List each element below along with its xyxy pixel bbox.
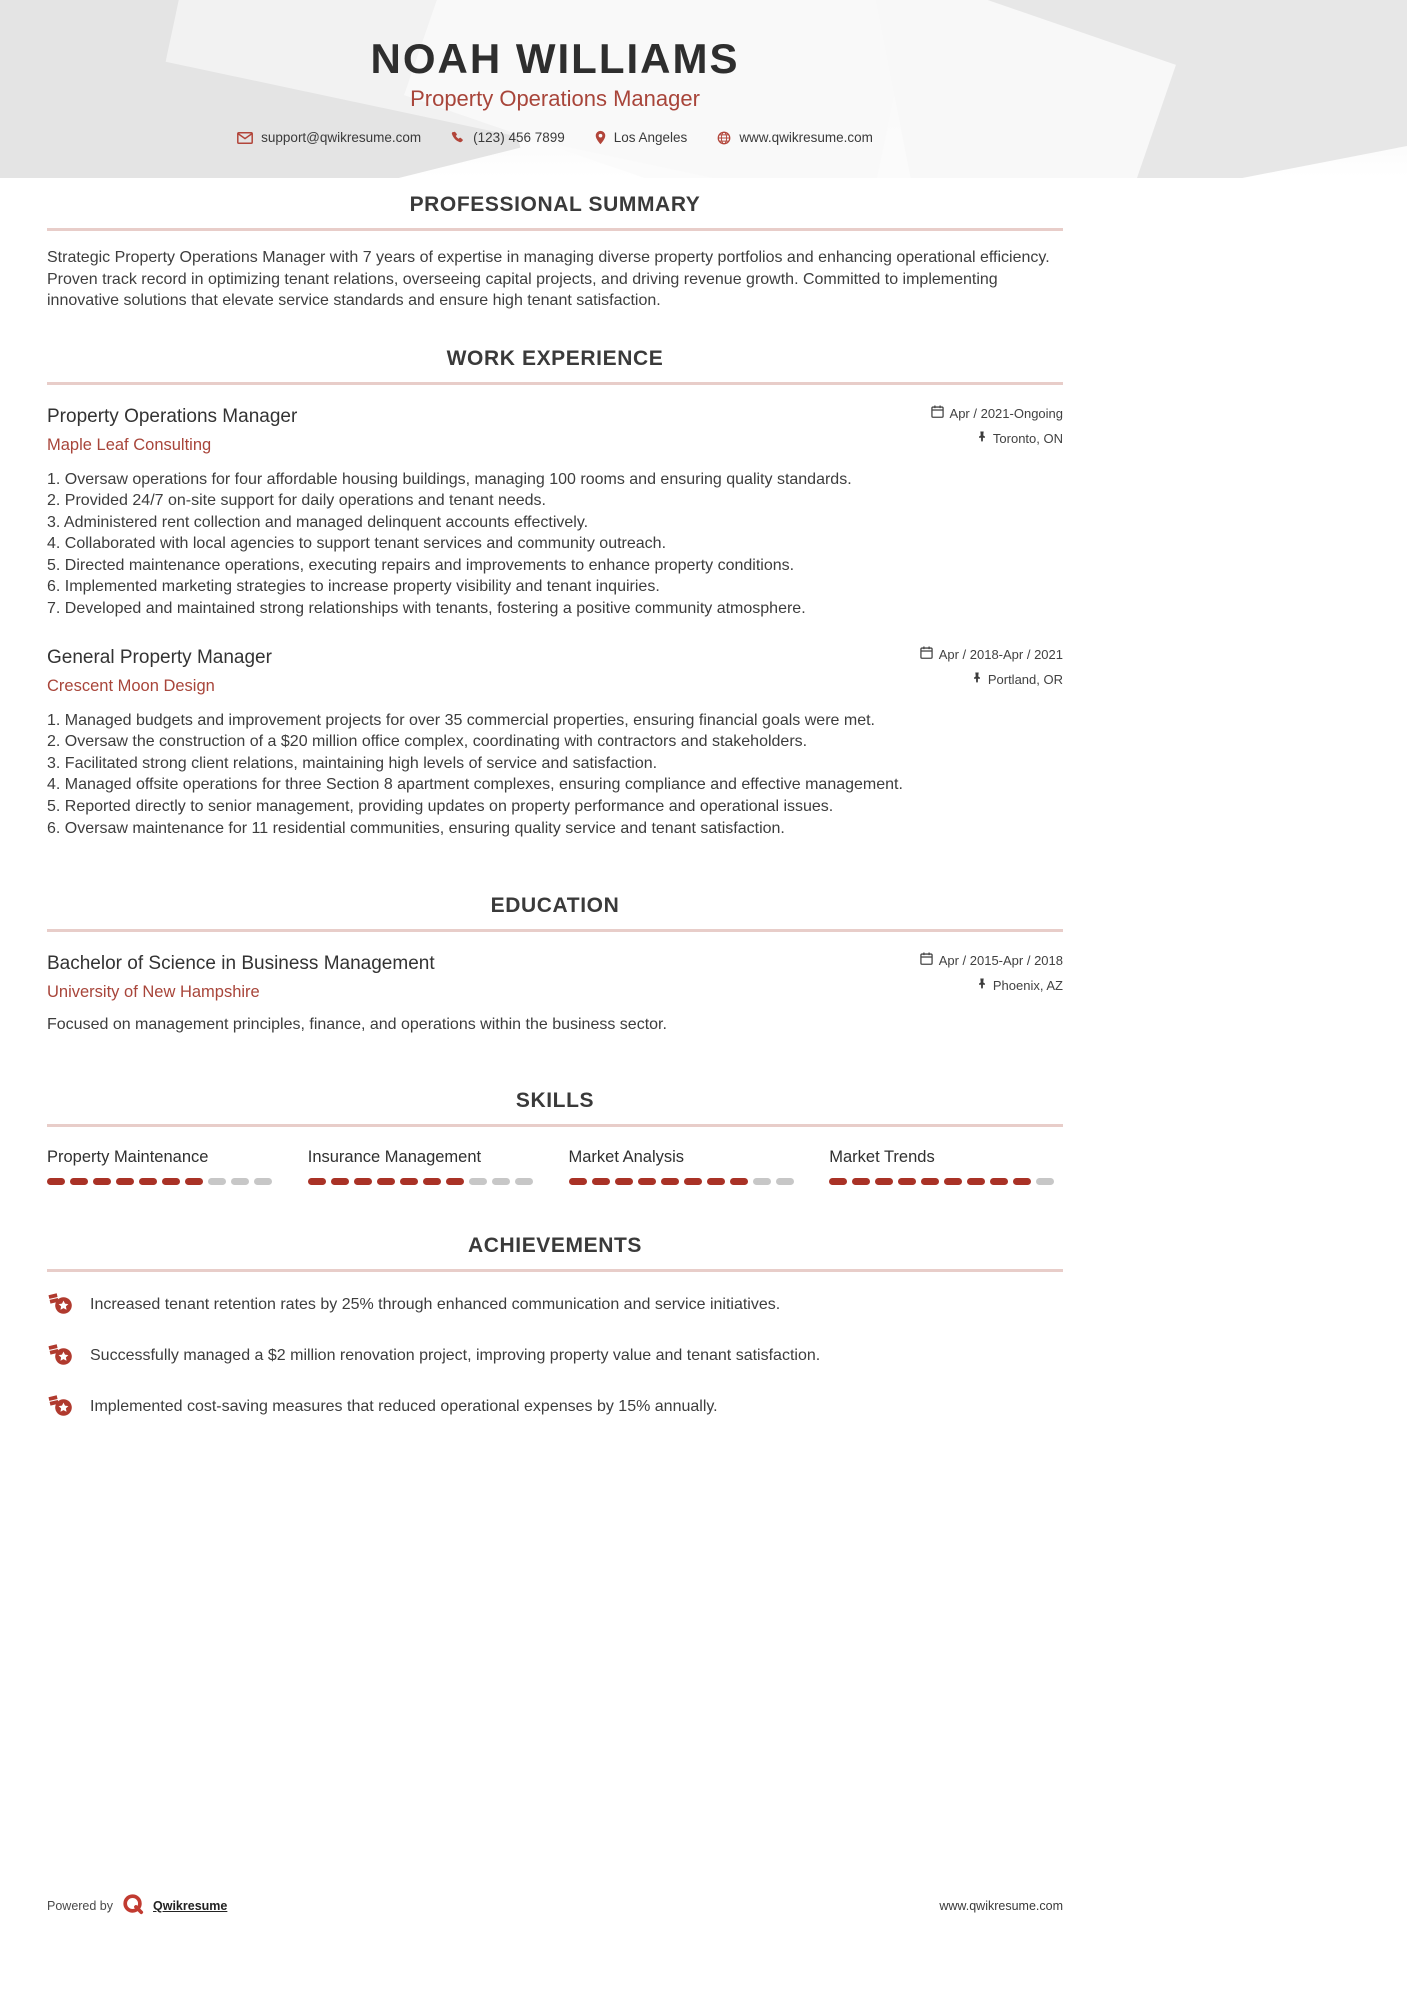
skill-level-dash <box>185 1178 203 1185</box>
skill-level-dash <box>753 1178 771 1185</box>
job-bullet: Collaborated with local agencies to support tenant services and community outreach. <box>64 535 667 553</box>
job-meta <box>931 405 1063 448</box>
education-header <box>47 952 1063 1002</box>
job-bullet-list <box>47 469 1063 620</box>
skill-level-dash <box>776 1178 794 1185</box>
job-bullet: Facilitated strong client relations, maintaining high levels of service and satisfaction. <box>64 754 658 772</box>
skill-level-dash <box>116 1178 134 1185</box>
education-meta <box>920 952 1063 995</box>
pin-icon <box>977 977 987 995</box>
award-icon <box>47 1343 73 1374</box>
skill-level-dash <box>492 1178 510 1185</box>
contact-phone-text: (123) 456 7899 <box>473 130 565 145</box>
award-icon <box>47 1394 73 1425</box>
skill-item <box>47 1147 281 1185</box>
email-icon <box>237 132 253 144</box>
job-title-block <box>47 646 272 696</box>
skills-grid <box>47 1147 1063 1185</box>
achievement-item <box>47 1394 1063 1425</box>
achievement-text: Increased tenant retention rates by 25% through enhanced communication and service initiatives. <box>90 1295 781 1313</box>
achievements-heading: ACHIEVEMENTS <box>467 1233 643 1257</box>
job-title-block <box>47 405 297 455</box>
education-location <box>920 977 1063 995</box>
resume-body <box>47 192 1063 1425</box>
degree-title: Bachelor of Science in Business Management <box>47 953 435 975</box>
skill-level-dash <box>990 1178 1008 1185</box>
skill-level-dash <box>875 1178 893 1185</box>
footer-website[interactable]: www.qwikresume.com <box>939 1898 1063 1913</box>
skill-level-dash <box>377 1178 395 1185</box>
skill-level-dash <box>898 1178 916 1185</box>
qwikresume-brand-link[interactable]: Qwikresume <box>153 1898 228 1913</box>
skill-name: Property Maintenance <box>47 1147 209 1166</box>
skill-level-dash <box>852 1178 870 1185</box>
skills-section <box>47 1088 1063 1185</box>
achievement-item <box>47 1292 1063 1323</box>
skill-level-dash <box>638 1178 656 1185</box>
summary-text: Strategic Property Operations Manager with 7 years of expertise in managing diverse property portfolios and enhancing operational efficiency. Proven track record in optimizing tenant relations, overseeing capital projects, and driving revenue growth. Committed to implementing innovative solutions that elevate service standards and ensure high tenant satisfaction. <box>47 249 1050 309</box>
contact-phone[interactable] <box>451 130 565 145</box>
globe-icon <box>717 131 731 145</box>
job-bullet: Administered rent collection and managed delinquent accounts effectively. <box>63 513 589 531</box>
skills-heading: SKILLS <box>515 1088 595 1112</box>
skill-name: Market Trends <box>829 1147 935 1166</box>
skill-level-dash <box>93 1178 111 1185</box>
skill-level-dash <box>231 1178 249 1185</box>
job-bullet: Provided 24/7 on-site support for daily operations and tenant needs. <box>64 492 546 510</box>
job-entry <box>47 646 1063 840</box>
education-dates-text: Apr / 2015-Apr / 2018 <box>938 953 1063 969</box>
qwikresume-logo-icon <box>122 1893 144 1918</box>
candidate-title: Property Operations Manager <box>410 86 700 111</box>
job-bullet: Oversaw the construction of a $20 million office complex, coordinating with contractors and stakeholders. <box>64 733 808 751</box>
pin-icon <box>972 671 982 689</box>
education-description: Focused on management principles, finance, and operations within the business sector. <box>47 1016 667 1034</box>
achievement-text: Successfully managed a $2 million renovation project, improving property value and tenant satisfaction. <box>90 1346 821 1364</box>
experience-section <box>47 346 1063 840</box>
section-divider <box>47 1269 1063 1272</box>
contact-website-text: www.qwikresume.com <box>739 130 873 145</box>
calendar-icon <box>931 405 944 423</box>
experience-heading: WORK EXPERIENCE <box>446 346 664 370</box>
job-company: Maple Leaf Consulting <box>47 435 212 454</box>
skill-level-dash <box>308 1178 326 1185</box>
achievement-item <box>47 1343 1063 1374</box>
job-bullet: Managed offsite operations for three Section 8 apartment complexes, ensuring compliance and effective management. <box>64 776 903 794</box>
job-location <box>931 430 1063 448</box>
job-bullet: Oversaw operations for four affordable housing buildings, managing 100 rooms and ensuring quality standards. <box>64 470 852 488</box>
skill-level-dash <box>730 1178 748 1185</box>
calendar-icon <box>920 646 933 664</box>
job-bullet: Oversaw maintenance for 11 residential communities, ensuring quality service and tenant satisfaction. <box>64 819 785 837</box>
skill-level-dash <box>354 1178 372 1185</box>
job-bullet: Reported directly to senior management, providing updates on property performance and operational issues. <box>64 798 834 816</box>
skill-level-dash <box>707 1178 725 1185</box>
skill-level-dash <box>661 1178 679 1185</box>
calendar-icon <box>920 952 933 970</box>
job-entry <box>47 405 1063 620</box>
job-location <box>920 671 1063 689</box>
section-divider <box>47 929 1063 932</box>
job-dates <box>920 646 1063 664</box>
job-title: General Property Manager <box>47 646 272 668</box>
skill-level-dash <box>139 1178 157 1185</box>
skill-level-dash <box>1013 1178 1031 1185</box>
contact-website[interactable] <box>717 130 873 145</box>
job-location-text: Portland, OR <box>987 671 1063 687</box>
skill-level-dash <box>70 1178 88 1185</box>
section-divider <box>47 228 1063 231</box>
education-section <box>47 893 1063 1036</box>
pin-icon <box>977 430 987 448</box>
job-location-text: Toronto, ON <box>992 430 1063 446</box>
education-heading: EDUCATION <box>490 894 620 918</box>
skill-level-dash <box>47 1178 65 1185</box>
job-bullet-list <box>47 710 1063 840</box>
education-entry <box>47 952 1063 1036</box>
skill-level-dash <box>592 1178 610 1185</box>
job-dates-text: Apr / 2018-Apr / 2021 <box>938 646 1063 662</box>
skill-level-dash <box>921 1178 939 1185</box>
summary-heading: PROFESSIONAL SUMMARY <box>409 193 701 216</box>
skill-name: Insurance Management <box>307 1147 482 1166</box>
skill-item <box>829 1147 1063 1185</box>
contact-location[interactable] <box>595 130 688 145</box>
award-icon <box>47 1292 73 1323</box>
contact-row <box>47 130 1063 145</box>
education-dates <box>920 952 1063 970</box>
skill-level-dash <box>208 1178 226 1185</box>
location-icon <box>595 130 606 145</box>
job-meta <box>920 646 1063 689</box>
job-company: Crescent Moon Design <box>47 676 215 695</box>
skill-level-dash <box>469 1178 487 1185</box>
skill-level-bar <box>308 1178 542 1185</box>
job-header <box>47 646 1063 696</box>
contact-email[interactable] <box>237 130 421 145</box>
skill-level-dash <box>944 1178 962 1185</box>
skill-level-dash <box>967 1178 985 1185</box>
skill-level-bar <box>569 1178 803 1185</box>
candidate-name: NOAH WILLIAMS <box>370 35 740 82</box>
achievement-text: Implemented cost-saving measures that reduced operational expenses by 15% annually. <box>90 1397 718 1415</box>
skill-level-dash <box>615 1178 633 1185</box>
skill-level-dash <box>569 1178 587 1185</box>
skill-level-dash <box>684 1178 702 1185</box>
skill-level-dash <box>423 1178 441 1185</box>
skill-name: Market Analysis <box>568 1147 685 1166</box>
skill-level-dash <box>331 1178 349 1185</box>
skill-item <box>569 1147 803 1185</box>
skill-level-dash <box>446 1178 464 1185</box>
contact-location-text: Los Angeles <box>613 130 688 145</box>
skill-level-dash <box>400 1178 418 1185</box>
job-header <box>47 405 1063 455</box>
section-divider <box>47 382 1063 385</box>
resume-header <box>0 0 1407 178</box>
achievements-section <box>47 1233 1063 1425</box>
skill-level-dash <box>515 1178 533 1185</box>
skill-level-dash <box>829 1178 847 1185</box>
job-bullet: Directed maintenance operations, executing repairs and improvements to enhance property conditions. <box>64 556 795 574</box>
skill-level-dash <box>254 1178 272 1185</box>
job-dates <box>931 405 1063 423</box>
skill-level-dash <box>1036 1178 1054 1185</box>
job-bullet: Managed budgets and improvement projects for over 35 commercial properties, ensuring financial goals were met. <box>64 711 875 729</box>
phone-icon <box>451 131 465 145</box>
contact-email-text: support@qwikresume.com <box>261 130 422 145</box>
powered-by-label: Powered by <box>47 1898 114 1913</box>
summary-section <box>47 192 1063 312</box>
skill-level-dash <box>162 1178 180 1185</box>
section-divider <box>47 1124 1063 1127</box>
job-bullet: Implemented marketing strategies to increase property visibility and tenant inquiries. <box>64 578 660 596</box>
job-dates-text: Apr / 2021-Ongoing <box>949 405 1063 421</box>
education-location-text: Phoenix, AZ <box>992 978 1063 994</box>
job-title: Property Operations Manager <box>47 405 298 427</box>
header-content <box>47 0 1063 145</box>
powered-by <box>47 1893 227 1918</box>
skill-level-bar <box>829 1178 1063 1185</box>
page-footer <box>47 1893 1063 1918</box>
skill-item <box>308 1147 542 1185</box>
education-title-block <box>47 952 435 1002</box>
school-name: University of New Hampshire <box>47 983 260 1002</box>
skill-level-bar <box>47 1178 281 1185</box>
job-bullet: Developed and maintained strong relationships with tenants, fostering a positive community atmosphere. <box>64 600 806 618</box>
